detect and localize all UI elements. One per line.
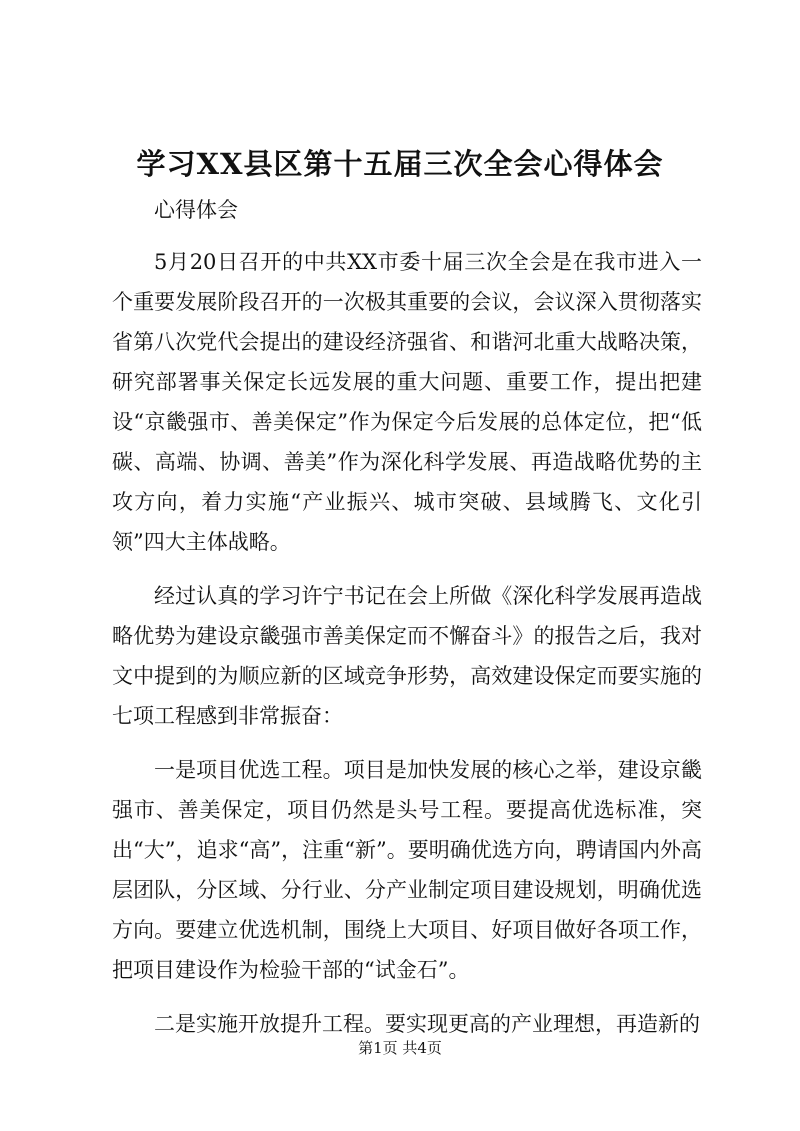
document-title: 学习XX县区第十五届三次全会心得体会 (136, 147, 664, 181)
page-footer: 第1页 共4页 (358, 1039, 442, 1057)
paragraph-1: 5月20日召开的中共XX市委十届三次全会是在我市进入一个重要发展阶段召开的一次极其重要的会议，会议深入贯彻落实省第八次党代会提出的建设经济强省、和谐河北重大战略决策，研究部署事关保定长远发展的重大问题、重要工作，提出把建设“京畿强市、善美保定”作为保定今后发展的总体定位，把“低碳、高端、协调、善美”作为深化科学发展、再造战略优势的主攻方向，着力实施“产业振兴、城市突破、县域腾飞、文化引领”四大主体战略。 (112, 250, 702, 554)
paragraph-3: 一是项目优选工程。项目是加快发展的核心之举，建设京畿强市、善美保定，项目仍然是头号工程。要提高优选标准，突出“大”，追求“高”，注重“新”。要明确优选方向，聘请国内外高层团队，分区域、分行业、分产业制定项目建设规划，明确优选方向。要建立优选机制，围绕上大项目、好项目做好各项工作，把项目建设作为检验干部的“试金石”。 (112, 758, 702, 982)
document-subtitle: 心得体会 (154, 198, 238, 222)
paragraph-2: 经过认真的学习许宁书记在会上所做《深化科学发展再造战略优势为建设京畿强市善美保定而不懈奋斗》的报告之后，我对文中提到的为顺应新的区域竞争形势，高效建设保定而要实施的七项工程感到非常振奋： (112, 584, 702, 728)
paragraph-4: 二是实施开放提升工程。要实现更高的产业理想，再造新的 (154, 1012, 700, 1036)
document-body (112, 190, 702, 1058)
